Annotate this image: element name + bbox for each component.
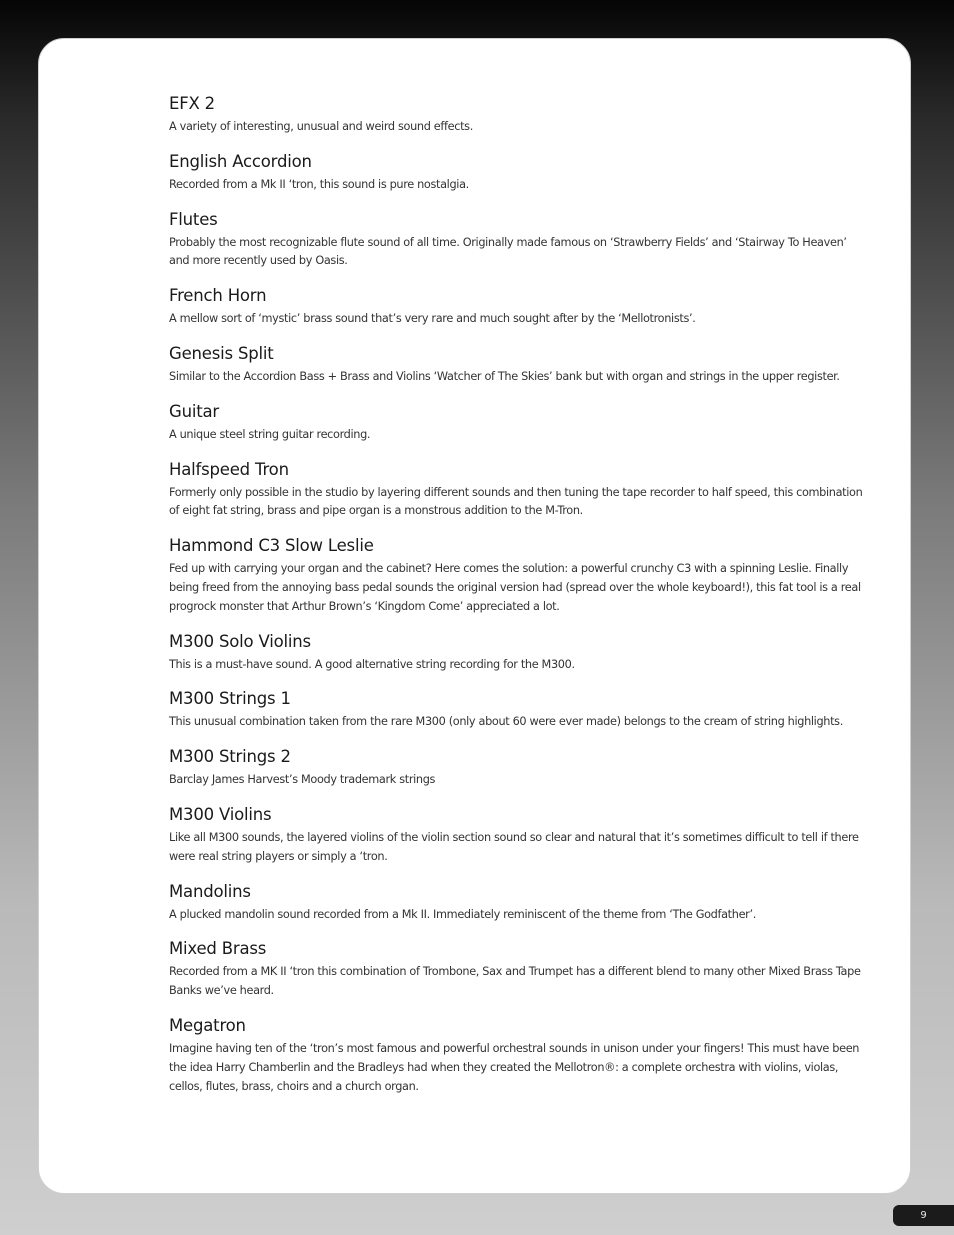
entry-description: A mellow sort of ‘mystic’ brass sound that’s very rare and much sought after by the ‘Mellotronists’. [169,312,696,326]
sound-entry-french-horn [169,285,864,329]
sound-entry-mixed-brass [169,938,864,1001]
sound-entry-m300-strings-1 [169,688,864,732]
page-number: 9 [893,1205,954,1226]
sound-entry-halfspeed-tron [169,459,864,522]
entry-description: Recorded from a Mk II ‘tron, this sound is pure nostalgia. [169,177,469,191]
entry-description: Recorded from a MK II ‘tron this combination of Trombone, Sax and Trumpet has a different blend to many other Mixed Brass Tape Banks we’ve heard. [169,965,861,998]
sound-entry-genesis-split [169,343,864,387]
sound-entry-megatron [169,1015,864,1096]
entry-title: M300 Violins [169,804,272,824]
entry-title: Halfspeed Tron [169,459,289,479]
entry-title: Genesis Split [169,343,274,363]
entry-title: Mixed Brass [169,939,267,959]
sound-entry-m300-strings-2 [169,746,864,790]
entry-description: Fed up with carrying your organ and the cabinet? Here comes the solution: a powerful crunchy C3 with a spinning Leslie. Finally being freed from the annoying bass pedal sounds the original version had (spread over the whole keyboard!), this fat tool is a real progrock monster that Arthur Brown’s ‘Kingdom Come’ appreciated a lot. [169,562,861,613]
entry-description: Similar to the Accordion Bass + Brass and Violins ‘Watcher of The Skies’ bank but with organ and strings in the upper register. [169,369,840,383]
sound-entry-m300-solo-violins [169,631,864,675]
sound-entry-english-accordion [169,151,864,195]
entry-title: Flutes [169,209,218,229]
sound-entry-flutes [169,209,864,272]
entry-title: M300 Solo Violins [169,631,311,651]
entry-description: A unique steel string guitar recording. [169,427,371,441]
sound-entry-efx-2 [169,93,864,137]
entry-description: Barclay James Harvest’s Moody trademark strings [169,773,436,787]
entry-description: A plucked mandolin sound recorded from a Mk II. Immediately reminiscent of the theme from ‘The Godfather’. [169,907,756,921]
sound-entry-mandolins [169,881,864,925]
entry-description: This is a must-have sound. A good alternative string recording for the M300. [169,657,575,671]
entry-description: This unusual combination taken from the rare M300 (only about 60 were ever made) belongs to the cream of string highlights. [169,715,843,729]
entry-title: Mandolins [169,881,251,901]
entry-title: M300 Strings 1 [169,689,291,709]
entry-title: M300 Strings 2 [169,747,291,767]
entry-description: A variety of interesting, unusual and weird sound effects. [169,120,473,133]
entry-description: Like all M300 sounds, the layered violins of the violin section sound so clear and natural that it’s sometimes difficult to tell if there were real string players or simply a ‘tron. [169,830,859,863]
entry-description: Formerly only possible in the studio by layering different sounds and then tuning the tape recorder to half speed, this combination of eight fat string, brass and pipe organ is a monstrous addition to the M-Tron. [169,485,863,518]
entry-title: Megatron [169,1015,246,1035]
sound-list [169,93,864,1110]
entry-title: Guitar [169,401,219,421]
entry-title: French Horn [169,286,267,306]
sound-entry-m300-violins [169,804,864,867]
sound-entry-hammond-c3 [169,535,864,616]
entry-title: English Accordion [169,151,312,171]
entry-description: Imagine having ten of the ‘tron’s most famous and powerful orchestral sounds in unison under your fingers! This must have been the idea Harry Chamberlin and the Bradleys had when they created the Mellotron®: a complete orchestra with violins, violas, cellos, flutes, brass, choirs and a church organ. [169,1041,860,1093]
entry-title: Hammond C3 Slow Leslie [169,536,374,556]
entry-description: Probably the most recognizable flute sound of all time. Originally made famous on ‘Strawberry Fields’ and ‘Stairway To Heaven’ and more recently used by Oasis. [169,235,847,268]
entry-title: EFX 2 [169,94,215,113]
sound-entry-guitar [169,401,864,445]
page-card [38,38,911,1194]
